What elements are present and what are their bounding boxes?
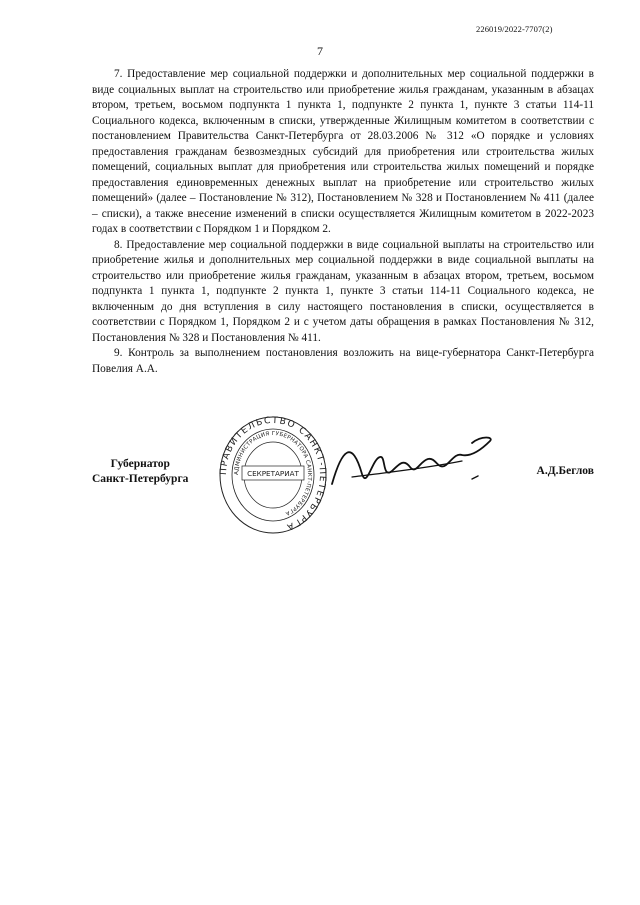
handwritten-signature xyxy=(322,429,502,499)
signatory-title-line1: Губернатор xyxy=(110,458,170,470)
paragraph-8: 8. Предоставление мер социальной поддержки в виде социальной выплаты на строительство или приобретение жилья и дополнительных мер социальной поддержки в виде социальной выплаты на строительство или приобретение жилья гражданам, указанным в абзацах втором, третьем, восьмом подпункта 1 пункта 1, подпункте 2 пункта 1, пункте 3 статьи 114-11 Социального кодекса, не включенным до дня вступления в силу настоящего постановления в списки, осуществляется в соответствии с Порядком 1, Порядком 2 и с учетом даты обращения в рамках Постановления № 312, Постановления № 328 и Постановления № 411. xyxy=(92,238,594,344)
signatory-name: А.Д.Беглов xyxy=(536,465,594,477)
official-seal xyxy=(218,415,328,535)
paragraph-9: 9. Контроль за выполнением постановления возложить на вице-губернатора Санкт-Петербурга Повелия А.А. xyxy=(92,347,594,375)
signatory-title xyxy=(92,457,188,487)
seal-outer-text: ПРАВИТЕЛЬСТВО САНКТ-ПЕТЕРБУРГА xyxy=(218,415,328,532)
seal-center-text: СЕКРЕТАРИАТ xyxy=(247,469,299,478)
paragraph-7: 7. Предоставление мер социальной поддержки и дополнительных мер социальной поддержки в виде социальных выплат на строительство или приобретение жилья гражданам, указанным в абзацах втором, третьем, восьмом подпункта 1 пункта 1, подпункте 2 пункта 1, пункте 3 статьи 114-11 Социального кодекса, включенным в списки, утвержденные Жилищным комитетом в соответствии с постановлением Правительства Санкт-Петербурга от 28.03.2006 № 312 «О порядке и условиях предоставления гражданам безвозмездных субсидий для приобретения или строительства жилых помещений, социальных выплат для приобретения или строительства жилых помещений и порядке предоставления единовременных денежных выплат на приобретение или строительство жилых помещений» (далее – Постановление № 312), Постановлением № 328 и Постановлением № 411 (далее – списки), а также внесение изменений в списки осуществляется Жилищным комитетом в 2022-2023 годах в соответствии с Порядком 1 и Порядком 2. xyxy=(92,68,594,235)
seal-inner-text: АДМИНИСТРАЦИЯ ГУБЕРНАТОРА САНКТ-ПЕТЕРБУРГА xyxy=(233,430,313,517)
signature-block xyxy=(92,415,594,545)
signatory-title-line2: Санкт-Петербурга xyxy=(92,473,189,485)
document-number: 226019/2022-7707(2) xyxy=(476,24,553,34)
page-number: 7 xyxy=(317,44,323,58)
document-body xyxy=(92,67,594,377)
